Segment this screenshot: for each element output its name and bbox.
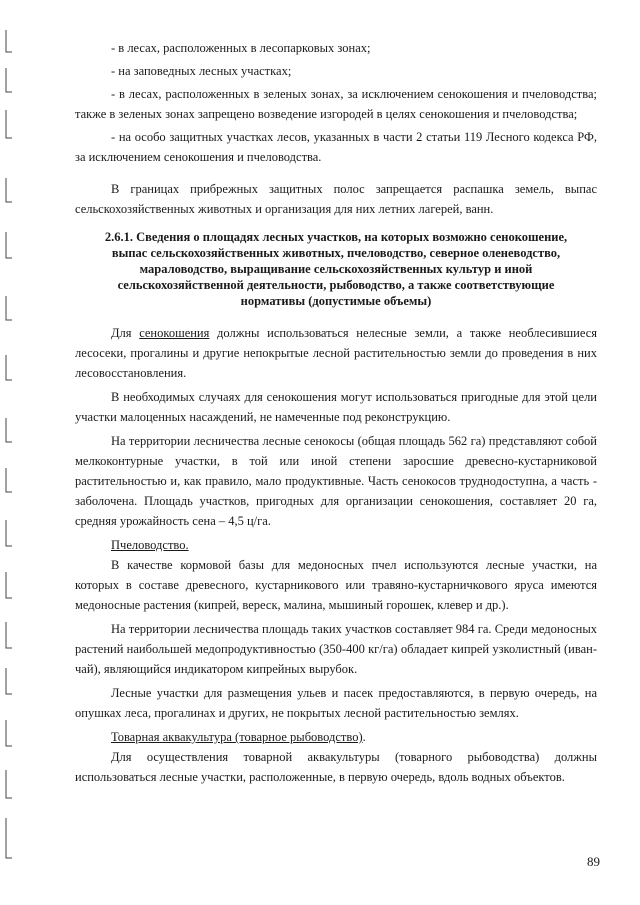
paragraph-haymaking bbox=[75, 323, 597, 383]
text-span: Для bbox=[111, 326, 140, 340]
text-span: . bbox=[362, 730, 366, 744]
section-heading: 2.6.1. Сведения о площадях лесных участков, на которых возможно сенокошение, выпас сельскохозяйственных животных, пчеловодство, северное оленеводство, мараловодство, выращивание сельскохозяйственных культур и иной сельскохозяйственной деятельности, рыбоводство, а также соответствующие нормативы (допустимые объемы) bbox=[104, 230, 568, 308]
paragraph: Лесные участки для размещения ульев и пасек предоставляются, в первую очередь, на опушках леса, прогалинах и других, не покрытых лесной растительностью землях. bbox=[75, 686, 597, 720]
text-span: должны использоваться нелесные земли, а также необлесившиеся лесосеки, прогалины и другие непокрытые лесной растительностью земли до проведения в них лесовосстановления. bbox=[75, 326, 597, 380]
bullet-item: - на заповедных лесных участках; bbox=[111, 64, 292, 78]
bullet-item: - в лесах, расположенных в зеленых зонах, за исключением сенокошения и пчеловодства; также в зеленых зонах запрещено возведение изгородей в целях сенокошения и пчеловодства; bbox=[75, 87, 597, 121]
term-haymaking: сенокошения bbox=[139, 326, 210, 340]
bullet-item: - на особо защитных участках лесов, указанных в части 2 статьи 119 Лесного кодекса РФ, за исключением сенокошения и пчеловодства. bbox=[75, 130, 597, 164]
binding-margin-marks bbox=[0, 0, 20, 905]
paragraph: На территории лесничества площадь таких участков составляет 984 га. Среди медоносных растений наибольшей медопродуктивностью (350-400 кг/га) обладает кипрей узколистный (иван-чай), являющийся индикатором кипрейных вырубок. bbox=[75, 622, 597, 676]
subheading-text: Товарная аквакультура (товарное рыбоводство) bbox=[111, 730, 363, 744]
paragraph-riparian: В границах прибрежных защитных полос запрещается распашка земель, выпас сельскохозяйственных животных и организация для них летних лагерей, ванн. bbox=[75, 182, 597, 216]
subheading-beekeeping bbox=[75, 535, 597, 555]
paragraph: В необходимых случаях для сенокошения могут использоваться пригодные для этой цели участки малоценных насаждений, не намеченные под реконструкцию. bbox=[75, 390, 597, 424]
subheading-text: Пчеловодство. bbox=[111, 538, 189, 552]
document-page bbox=[75, 38, 597, 787]
paragraph: В качестве кормовой базы для медоносных пчел используются лесные участки, на которых в составе древесного, кустарникового или травяно-кустарничкового яруса имеются медоносные растения (кипрей, вереск, малина, мышиный горошек, клевер и др.). bbox=[75, 558, 597, 612]
bullet-item: - в лесах, расположенных в лесопарковых зонах; bbox=[111, 41, 371, 55]
paragraph: Для осуществления товарной аквакультуры (товарного рыбоводства) должны использоваться лесные участки, расположенные, в первую очередь, вдоль водных объектов. bbox=[75, 750, 597, 784]
subheading-aquaculture bbox=[75, 727, 597, 747]
page-number: 89 bbox=[587, 854, 600, 869]
paragraph: На территории лесничества лесные сенокосы (общая площадь 562 га) представляют собой мелкоконтурные участки, в той или иной степени заросшие древесно-кустарниковой растительностью и, как правило, мало продуктивные. Часть сенокосов труднодоступна, а часть - заболочена. Площадь участков, пригодных для организации сенокошения, составляет 20 га, средняя урожайность сена – 4,5 ц/га. bbox=[75, 434, 597, 528]
